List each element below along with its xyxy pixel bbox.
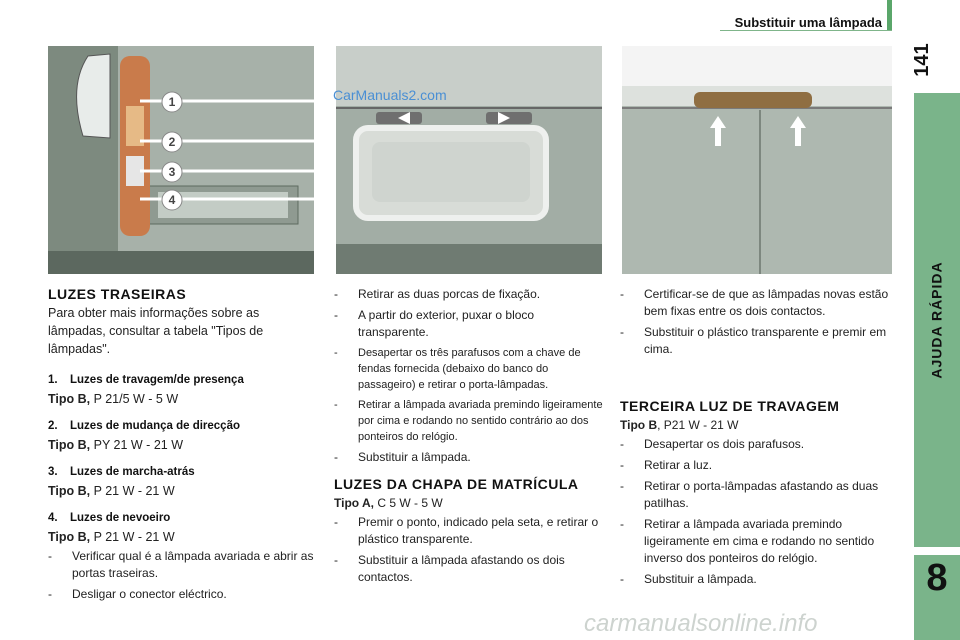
plate-lights-heading: LUZES DA CHAPA DE MATRÍCULA bbox=[334, 476, 579, 492]
list-item: - Desligar o conector eléctrico. bbox=[48, 587, 227, 601]
item-type-value: P 21 W - 21 W bbox=[90, 484, 175, 498]
item-title: Luzes de nevoeiro bbox=[70, 512, 171, 524]
plate-lights-section bbox=[334, 286, 604, 586]
callout-2: 2 bbox=[168, 135, 176, 149]
item-title: Luzes de mudança de direcção bbox=[70, 420, 241, 432]
page-number: 141 bbox=[911, 43, 933, 77]
list-item-text: Substituir o plástico transparente e premir em cima. bbox=[644, 325, 887, 356]
third-brake-light-section bbox=[620, 286, 892, 588]
list-item: - Premir o ponto, indicado pela seta, e retirar o plástico transparente. bbox=[334, 515, 599, 546]
plate-lights-illustration bbox=[336, 46, 602, 274]
list-item-text: Certificar-se de que as lâmpadas novas estão bem fixas entre os dois contactos. bbox=[644, 287, 889, 318]
list-item-text: Desapertar os dois parafusos. bbox=[644, 437, 805, 451]
chapter-number: 8 bbox=[926, 557, 948, 599]
chapter-sidebar-label bbox=[914, 93, 960, 547]
list-item-text: Retirar as duas porcas de fixação. bbox=[358, 287, 541, 301]
item-number: 4. bbox=[48, 512, 58, 524]
item-title: Luzes de travagem/de presença bbox=[70, 374, 244, 386]
rear-lights-photo bbox=[48, 46, 314, 274]
page-header-title: Substituir uma lâmpada bbox=[734, 15, 882, 30]
list-item: - Desapertar os dois parafusos. bbox=[620, 437, 805, 451]
list-item: - Substituir a lâmpada. bbox=[620, 572, 757, 586]
footer-watermark: carmanualsonline.info bbox=[584, 610, 818, 637]
brake-type-value: , P21 W - 21 W bbox=[657, 418, 739, 432]
header-accent-bar bbox=[887, 0, 892, 30]
rear-lights-heading: LUZES TRASEIRAS bbox=[48, 286, 187, 302]
list-item-text: Substituir a lâmpada. bbox=[644, 572, 757, 586]
list-item-text: Premir o ponto, indicado pela seta, e retirar o plástico transparente. bbox=[358, 515, 599, 546]
list-item-text: Retirar o porta-lâmpadas afastando as duas patilhas. bbox=[644, 479, 879, 510]
plate-type-value: C 5 W - 5 W bbox=[374, 496, 443, 510]
item-type-label: Tipo B, bbox=[48, 530, 91, 544]
item-type-value: PY 21 W - 21 W bbox=[90, 438, 183, 452]
plate-lights-photo bbox=[336, 46, 602, 274]
top-watermark: CarManuals2.com bbox=[333, 87, 447, 103]
rear-lights-section bbox=[48, 286, 316, 603]
list-item-text: A partir do exterior, puxar o bloco transparente. bbox=[358, 308, 535, 339]
callout-4: 4 bbox=[168, 193, 176, 207]
list-item-text: Verificar qual é a lâmpada avariada e abrir as portas traseiras. bbox=[72, 549, 314, 580]
plate-type-label: Tipo A, bbox=[334, 496, 374, 510]
list-item: - Retirar as duas porcas de fixação. bbox=[334, 287, 541, 301]
rear-light-item bbox=[48, 512, 316, 544]
list-item: - Verificar qual é a lâmpada avariada e abrir as portas traseiras. bbox=[48, 549, 314, 580]
list-item: - Substituir a lâmpada. bbox=[334, 450, 471, 464]
list-item-text: Desligar o conector eléctrico. bbox=[72, 587, 227, 601]
item-number: 3. bbox=[48, 466, 58, 478]
list-item: - Certificar-se de que as lâmpadas novas estão bem fixas entre os dois contactos. bbox=[620, 287, 889, 318]
list-item-text: Substituir a lâmpada afastando os dois contactos. bbox=[358, 553, 565, 584]
item-number: 1. bbox=[48, 374, 58, 386]
rear-light-item bbox=[48, 420, 316, 452]
list-item: - Substituir a lâmpada afastando os dois contactos. bbox=[334, 553, 565, 584]
brake-type-label: Tipo B bbox=[620, 418, 658, 432]
item-type-label: Tipo B, bbox=[48, 438, 91, 452]
list-item: - Substituir o plástico transparente e premir em cima. bbox=[620, 325, 887, 356]
rear-light-item bbox=[48, 374, 316, 406]
list-item: - Desapertar os três parafusos com a chave de fendas fornecida (debaixo do banco do passageiro) e retirar o porta-lâmpadas. bbox=[334, 347, 581, 391]
list-item: - A partir do exterior, puxar o bloco transparente. bbox=[334, 308, 535, 339]
list-item: - Retirar o porta-lâmpadas afastando as duas patilhas. bbox=[620, 479, 879, 510]
sidebar-label-text: AJUDA RÁPIDA bbox=[929, 261, 945, 379]
list-item: - Retirar a lâmpada avariada premindo ligeiramente por cima e rodando no sentido contrário ao dos ponteiros do relógio. bbox=[334, 399, 603, 443]
item-title: Luzes de marcha-atrás bbox=[70, 466, 195, 478]
list-item-text: Desapertar os três parafusos com a chave de fendas fornecida (debaixo do banco do passageiro) e retirar o porta-lâmpadas. bbox=[358, 347, 581, 391]
callout-1: 1 bbox=[168, 95, 176, 109]
rear-lights-intro: Para obter mais informações sobre as lâmpadas, consultar a tabela "Tipos de lâmpadas". bbox=[48, 306, 264, 356]
item-type-value: P 21/5 W - 5 W bbox=[90, 392, 179, 406]
list-item-text: Retirar a luz. bbox=[644, 458, 713, 472]
list-item-text: Retirar a lâmpada avariada premindo ligeiramente em cima e rodando no sentido inverso dos ponteiros do relógio. bbox=[644, 517, 875, 565]
list-item-text: Substituir a lâmpada. bbox=[358, 450, 471, 464]
list-item-text: Retirar a lâmpada avariada premindo ligeiramente por cima e rodando no sentido contrário ao dos ponteiros do relógio. bbox=[358, 399, 603, 443]
third-brake-light-illustration bbox=[622, 46, 892, 274]
callout-3: 3 bbox=[168, 165, 176, 179]
item-type-value: P 21 W - 21 W bbox=[90, 530, 175, 544]
rear-light-item bbox=[48, 466, 316, 498]
item-number: 2. bbox=[48, 420, 58, 432]
list-item: - Retirar a luz. bbox=[620, 458, 713, 472]
rear-lights-illustration bbox=[48, 46, 314, 274]
third-brake-light-photo bbox=[622, 46, 892, 274]
item-type-label: Tipo B, bbox=[48, 484, 91, 498]
header-rule bbox=[720, 30, 892, 31]
item-type-label: Tipo B, bbox=[48, 392, 91, 406]
list-item: - Retirar a lâmpada avariada premindo ligeiramente em cima e rodando no sentido inverso dos ponteiros do relógio. bbox=[620, 517, 875, 565]
third-brake-light-heading: TERCEIRA LUZ DE TRAVAGEM bbox=[620, 398, 840, 414]
